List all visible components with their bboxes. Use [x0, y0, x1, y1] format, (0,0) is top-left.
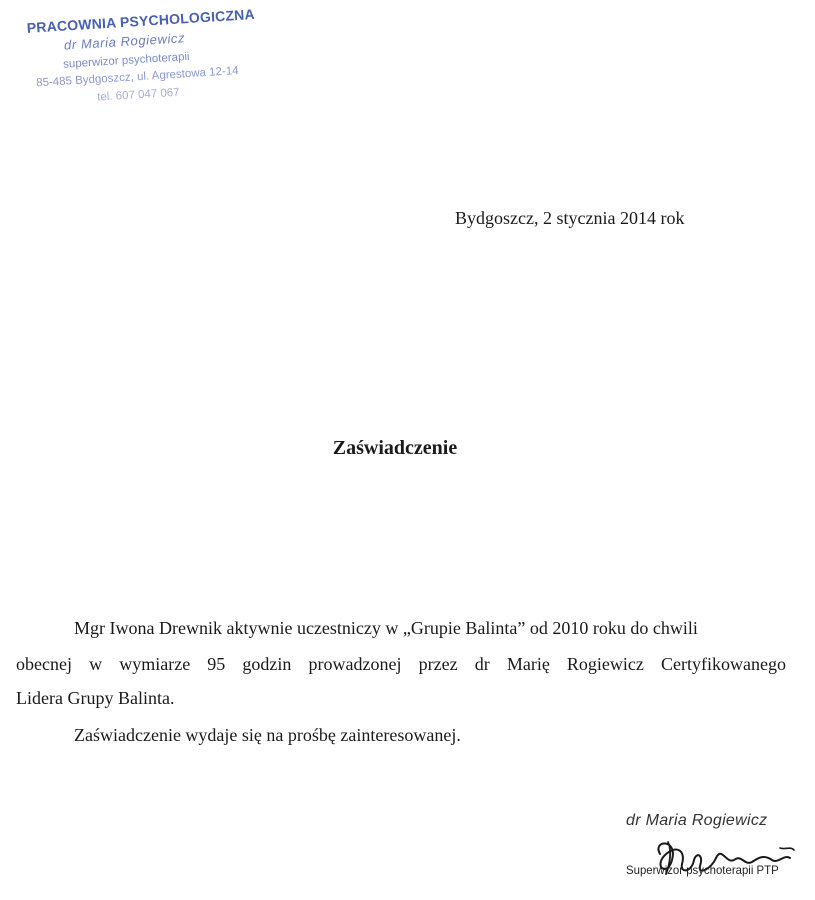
signature-stamp-role: Superwizor psychoterapii PTP: [626, 863, 779, 877]
signature-block: [620, 806, 810, 896]
stamp-line-role: superwizor psychoterapii: [62, 50, 190, 71]
document-title: Zaświadczenie: [332, 437, 458, 459]
body-line-3: Lidera Grupy Balinta.: [16, 688, 175, 708]
office-stamp: [24, 0, 270, 114]
body-line-1: Mgr Iwona Drewnik aktywnie uczestniczy w „Grupie Balinta” od 2010 roku do chwili: [74, 618, 698, 638]
date-line: Bydgoszcz, 2 stycznia 2014 rok: [455, 208, 685, 228]
body-line-2: obecnej w wymiarze 95 godzin prowadzonej przez dr Marię Rogiewicz Certyfikowanego: [16, 654, 786, 674]
stamp-line-address: 85-485 Bydgoszcz, ul. Agrestowa 12-14: [35, 65, 239, 90]
stamp-line-name: dr Maria Rogiewicz: [63, 30, 186, 53]
stamp-line-phone: tel. 607 047 067: [96, 86, 180, 104]
body-line-4: Zaświadczenie wydaje się na prośbę zainteresowanej.: [74, 725, 461, 745]
signature-stamp-name: dr Maria Rogiewicz: [626, 812, 768, 829]
stamp-line-org: PRACOWNIA PSYCHOLOGICZNA: [26, 5, 256, 36]
